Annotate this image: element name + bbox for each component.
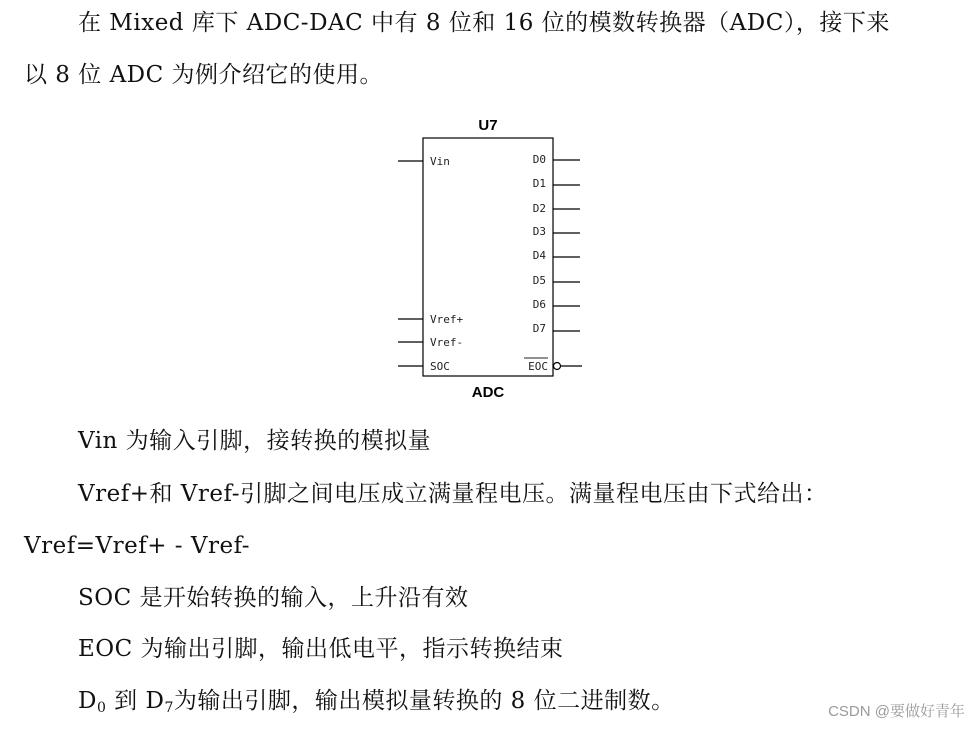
- pin-d7-label: D7: [532, 322, 546, 335]
- pin-eoc-inversion-bubble: [554, 363, 561, 370]
- soc-description: SOC 是开始转换的输入，上升沿有效: [78, 585, 469, 611]
- pin-vin-label: Vin: [430, 155, 450, 168]
- intro-line-2: 以 8 位 ADC 为例介绍它的使用。: [24, 62, 384, 88]
- pin-soc-label: SOC: [430, 360, 450, 373]
- csdn-watermark: CSDN @要做好青年: [828, 703, 965, 720]
- data-pins-rest: 为输出引脚，输出模拟量转换的 8 位二进制数。: [173, 688, 675, 714]
- data-pins-description: [78, 686, 675, 723]
- d7-subscript: 7: [164, 700, 174, 716]
- pin-d5-label: D5: [532, 274, 546, 287]
- d0-subscript: 0: [96, 700, 107, 716]
- pin-eoc-label: EOC: [528, 360, 548, 373]
- to-word: 到: [106, 688, 146, 714]
- d0-symbol: D: [78, 688, 97, 714]
- pin-vref-minus-label: Vref-: [430, 336, 464, 349]
- eoc-description: EOC 为输出引脚，输出低电平，指示转换结束: [78, 636, 564, 662]
- pin-d1-label: D1: [532, 177, 546, 190]
- adc-symbol-diagram: [395, 112, 585, 402]
- component-ref: U7: [478, 117, 498, 134]
- vref-formula: Vref=Vref+ - Vref-: [24, 533, 251, 559]
- pin-d4-label: D4: [532, 249, 546, 262]
- pin-vref-plus-label: Vref+: [430, 313, 464, 326]
- pin-d0-label: D0: [532, 153, 546, 166]
- vref-description: Vref+和 Vref-引脚之间电压成立满量程电压。满量程电压由下式给出：: [78, 481, 828, 507]
- d7-symbol: D: [145, 688, 165, 714]
- pin-d3-label: D3: [532, 225, 546, 238]
- pin-d6-label: D6: [532, 298, 546, 311]
- intro-line-1: 在 Mixed 库下 ADC-DAC 中有 8 位和 16 位的模数转换器（ADC），接下来: [78, 10, 890, 36]
- component-name: ADC: [471, 384, 505, 401]
- pin-d2-label: D2: [532, 202, 546, 215]
- vin-description: Vin 为输入引脚，接转换的模拟量: [78, 428, 432, 454]
